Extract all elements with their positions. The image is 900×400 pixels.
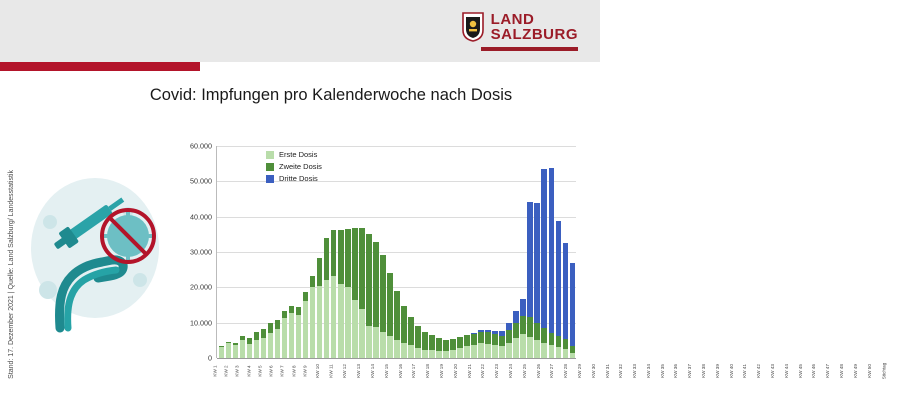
bar-segment	[387, 336, 392, 358]
bar-segment	[408, 345, 413, 358]
bar-segment	[387, 273, 392, 337]
bar-segment	[499, 346, 504, 358]
bar-segment	[345, 229, 350, 287]
bar-segment	[485, 344, 490, 358]
bar-segment	[541, 169, 546, 328]
bar-segment	[541, 343, 546, 358]
bar-segment	[527, 317, 532, 337]
bar-segment	[289, 313, 294, 358]
bar-segment	[331, 230, 336, 276]
y-axis-tick-label: 50.000	[190, 176, 212, 186]
x-axis-tick-label: KW 19	[438, 364, 444, 378]
bar-segment	[513, 323, 518, 338]
bar-segment	[373, 242, 378, 327]
source-note: Stand: 17. Dezember 2021 | Quelle: Land Salzburg/ Landesstatistik	[8, 170, 15, 379]
bar-segment	[275, 320, 280, 329]
x-axis-tick-label: KW 13	[356, 364, 362, 378]
bar-group	[421, 146, 428, 358]
bar-segment	[549, 168, 554, 332]
x-axis-tick-label: KW 44	[783, 364, 789, 378]
bar-segment	[317, 286, 322, 358]
x-axis-tick-label: KW 41	[742, 364, 748, 378]
page-header	[0, 0, 600, 62]
y-axis-tick-label: 40.000	[190, 212, 212, 222]
bar-segment	[380, 332, 385, 359]
bar-segment	[282, 311, 287, 319]
bar-group	[450, 146, 457, 358]
bar-group	[548, 146, 555, 358]
bar-group	[485, 146, 492, 358]
bar-group	[555, 146, 562, 358]
bar-segment	[359, 228, 364, 309]
x-axis-tick-label: KW 4	[246, 365, 252, 377]
y-axis-tick-label: 30.000	[190, 247, 212, 257]
bar-segment	[471, 345, 476, 358]
logo-line1: LAND	[490, 11, 535, 28]
bar-segment	[534, 340, 539, 358]
x-axis-tick-label: KW 21	[466, 364, 472, 378]
bar-group	[232, 146, 239, 358]
x-axis-tick-label: KW 7	[280, 365, 286, 377]
bar-segment	[226, 343, 231, 358]
bar-group	[534, 146, 541, 358]
x-axis-tick-label: KW 24	[507, 364, 513, 378]
bar-group	[365, 146, 372, 358]
x-axis-tick-label: KW 28	[563, 364, 569, 378]
x-axis-tick-label: KW 43	[769, 364, 775, 378]
bar-segment	[268, 323, 273, 332]
bar-segment	[324, 238, 329, 280]
x-axis-tick-label: KW 45	[797, 364, 803, 378]
x-axis-tick-label: KW 31	[604, 364, 610, 378]
x-axis-tick-label: KW 14	[369, 364, 375, 378]
bar-segment	[275, 329, 280, 358]
bar-group	[443, 146, 450, 358]
bar-segment	[240, 340, 245, 358]
legend-label: Dritte Dosis	[279, 174, 318, 183]
x-axis-tick-label: KW 42	[756, 364, 762, 378]
bar-segment	[570, 353, 575, 358]
x-axis-tick-label: KW 39	[714, 364, 720, 378]
bar-segment	[506, 330, 511, 343]
bar-group	[372, 146, 379, 358]
bar-segment	[506, 343, 511, 358]
bar-segment	[422, 350, 427, 358]
bar-segment	[485, 332, 490, 344]
bar-group	[225, 146, 232, 358]
bar-segment	[254, 332, 259, 340]
bar-group	[569, 146, 576, 358]
bar-group	[428, 146, 435, 358]
x-axis-tick-label: KW 2	[223, 365, 229, 377]
bar-segment	[457, 337, 462, 348]
bar-segment	[415, 326, 420, 348]
bar-segment	[549, 345, 554, 358]
bar-segment	[520, 299, 525, 317]
x-axis-tick-label: KW 47	[825, 364, 831, 378]
bar-segment	[457, 348, 462, 358]
bar-segment	[563, 243, 568, 338]
bar-segment	[513, 338, 518, 358]
bar-segment	[436, 338, 441, 351]
red-accent-bar	[0, 62, 200, 71]
bar-segment	[506, 323, 511, 330]
bar-group	[337, 146, 344, 358]
chart-x-axis-labels	[212, 362, 887, 380]
bar-segment	[534, 323, 539, 341]
bar-segment	[570, 263, 575, 347]
x-axis-tick-label: KW 9	[302, 365, 308, 377]
bar-segment	[282, 318, 287, 358]
chart-legend	[266, 150, 322, 183]
bar-segment	[443, 351, 448, 358]
bar-segment	[556, 336, 561, 347]
bar-group	[393, 146, 400, 358]
bar-segment	[261, 338, 266, 358]
x-axis-tick-label: KW 17	[411, 364, 417, 378]
bar-group	[344, 146, 351, 358]
bar-group	[218, 146, 225, 358]
bar-segment	[296, 307, 301, 315]
bar-group	[246, 146, 253, 358]
x-axis-tick-label: KW 27	[549, 364, 555, 378]
legend-swatch	[266, 163, 274, 171]
legend-swatch	[266, 175, 274, 183]
bar-segment	[394, 340, 399, 358]
y-axis-tick-label: 20.000	[190, 282, 212, 292]
x-axis-tick-label: KW 35	[659, 364, 665, 378]
bar-segment	[499, 336, 504, 347]
legend-item	[266, 162, 322, 171]
bar-group	[435, 146, 442, 358]
y-axis-tick-label: 0	[208, 353, 212, 363]
x-axis-tick-label: KW 22	[480, 364, 486, 378]
bar-segment	[450, 339, 455, 350]
bar-group	[499, 146, 506, 358]
x-axis-tick-label: KW 12	[342, 364, 348, 378]
bar-group	[253, 146, 260, 358]
bar-segment	[563, 339, 568, 349]
bar-segment	[520, 334, 525, 358]
x-axis-tick-label: KW 23	[494, 364, 500, 378]
bar-group	[239, 146, 246, 358]
bar-segment	[436, 351, 441, 358]
bar-segment	[492, 345, 497, 358]
x-axis-tick-label: KW 16	[397, 364, 403, 378]
bar-segment	[450, 350, 455, 358]
bar-segment	[247, 344, 252, 358]
bar-group	[379, 146, 386, 358]
bar-group	[464, 146, 471, 358]
x-axis-tick-label: KW 18	[425, 364, 431, 378]
bar-group	[506, 146, 513, 358]
x-axis-tick-label: KW 50	[866, 364, 872, 378]
bar-segment	[478, 343, 483, 358]
bar-segment	[464, 346, 469, 358]
bar-segment	[527, 337, 532, 358]
bar-segment	[303, 292, 308, 301]
x-axis-tick-label: KW 15	[383, 364, 389, 378]
bar-group	[407, 146, 414, 358]
bar-segment	[513, 311, 518, 323]
x-axis-tick-label: KW 25	[521, 364, 527, 378]
bar-segment	[429, 350, 434, 358]
bar-segment	[478, 332, 483, 343]
bar-segment	[352, 228, 357, 300]
x-axis-tick-label: KW 10	[315, 364, 321, 378]
x-axis-tick-label: KW 5	[257, 365, 263, 377]
bar-group	[520, 146, 527, 358]
legend-label: Zweite Dosis	[279, 162, 322, 171]
bar-segment	[317, 258, 322, 286]
bar-segment	[338, 284, 343, 358]
bar-segment	[443, 340, 448, 351]
bar-segment	[352, 300, 357, 358]
bar-segment	[556, 347, 561, 358]
bar-segment	[471, 334, 476, 345]
bar-segment	[401, 306, 406, 343]
bar-segment	[345, 287, 350, 358]
legend-swatch	[266, 151, 274, 159]
legend-item	[266, 174, 322, 183]
gridline	[217, 358, 576, 359]
bar-group	[492, 146, 499, 358]
bar-segment	[366, 326, 371, 358]
x-axis-tick-label: Stichtag	[881, 362, 887, 380]
x-axis-tick-label: KW 49	[852, 364, 858, 378]
bar-segment	[380, 255, 385, 331]
vaccination-illustration	[28, 150, 163, 340]
bar-segment	[331, 276, 336, 358]
bar-segment	[429, 335, 434, 350]
bar-group	[527, 146, 534, 358]
bar-group	[386, 146, 393, 358]
x-axis-tick-label: KW 30	[590, 364, 596, 378]
bar-segment	[415, 348, 420, 358]
bar-segment	[534, 203, 539, 323]
bar-group	[358, 146, 365, 358]
bar-segment	[310, 276, 315, 287]
bar-group	[562, 146, 569, 358]
x-axis-tick-label: KW 20	[452, 364, 458, 378]
bar-segment	[401, 343, 406, 358]
bar-segment	[359, 309, 364, 358]
y-axis-tick-label: 60.000	[190, 141, 212, 151]
bar-segment	[422, 332, 427, 350]
x-axis-tick-label: KW 29	[576, 364, 582, 378]
x-axis-tick-label: KW 11	[328, 364, 334, 378]
bar-segment	[268, 333, 273, 358]
x-axis-tick-label: KW 1	[212, 365, 218, 377]
chart	[170, 140, 887, 380]
bar-segment	[324, 280, 329, 358]
x-axis-tick-label: KW 37	[687, 364, 693, 378]
bar-segment	[254, 340, 259, 358]
bar-segment	[520, 316, 525, 334]
bar-group	[478, 146, 485, 358]
bar-segment	[303, 301, 308, 358]
bar-segment	[492, 334, 497, 345]
bar-segment	[289, 306, 294, 314]
x-axis-tick-label: KW 46	[811, 364, 817, 378]
x-axis-tick-label: KW 32	[618, 364, 624, 378]
x-axis-tick-label: KW 6	[268, 365, 274, 377]
bar-segment	[219, 347, 224, 358]
logo-line2: SALZBURG	[490, 26, 578, 43]
bar-segment	[338, 230, 343, 284]
x-axis-tick-label: KW 3	[235, 365, 241, 377]
bar-segment	[408, 317, 413, 345]
bar-segment	[563, 349, 568, 358]
x-axis-tick-label: KW 38	[700, 364, 706, 378]
y-axis-tick-label: 10.000	[190, 318, 212, 328]
legend-label: Erste Dosis	[279, 150, 318, 159]
bar-segment	[556, 221, 561, 336]
x-axis-tick-label: KW 26	[535, 364, 541, 378]
x-axis-tick-label: KW 8	[291, 365, 297, 377]
bar-group	[414, 146, 421, 358]
x-axis-tick-label: KW 40	[728, 364, 734, 378]
bar-segment	[296, 315, 301, 358]
legend-item	[266, 150, 322, 159]
bar-segment	[366, 234, 371, 326]
bar-segment	[527, 202, 532, 317]
bar-segment	[373, 327, 378, 358]
bar-segment	[394, 291, 399, 340]
land-salzburg-logo	[462, 12, 578, 42]
logo-underline	[481, 47, 578, 51]
bar-segment	[464, 335, 469, 346]
bar-segment	[261, 329, 266, 338]
bar-group	[513, 146, 520, 358]
bar-group	[323, 146, 330, 358]
x-axis-tick-label: KW 34	[645, 364, 651, 378]
bar-segment	[541, 328, 546, 343]
bar-segment	[549, 333, 554, 346]
bar-group	[400, 146, 407, 358]
bar-group	[457, 146, 464, 358]
bar-group	[330, 146, 337, 358]
page-title: Covid: Impfungen pro Kalenderwoche nach Dosis	[149, 86, 513, 104]
x-axis-tick-label: KW 33	[631, 364, 637, 378]
bar-segment	[233, 345, 238, 358]
bar-group	[541, 146, 548, 358]
x-axis-tick-label: KW 48	[838, 364, 844, 378]
logo-text	[491, 12, 578, 42]
crest-icon	[462, 12, 484, 42]
bar-group	[471, 146, 478, 358]
bar-group	[351, 146, 358, 358]
x-axis-tick-label: KW 36	[673, 364, 679, 378]
bar-segment	[310, 287, 315, 358]
